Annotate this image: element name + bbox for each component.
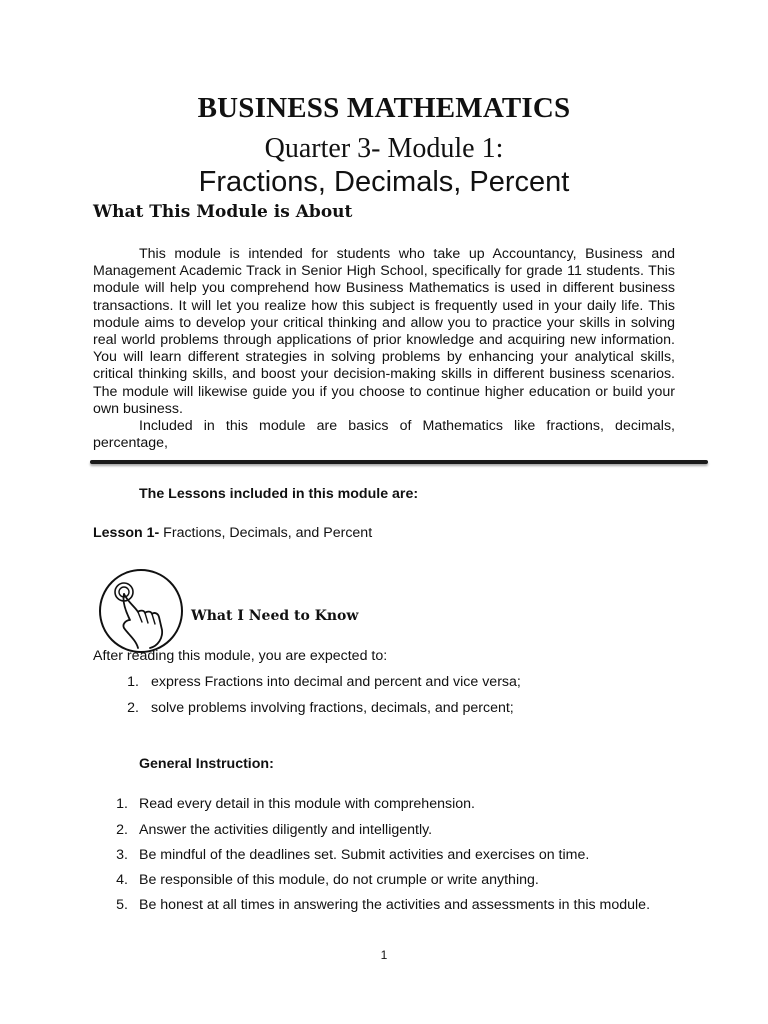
about-heading: What This Module is About — [93, 202, 353, 222]
lessons-heading: The Lessons included in this module are: — [139, 486, 419, 502]
tap-hand-icon — [98, 568, 184, 654]
about-body — [93, 246, 675, 452]
list-item-number: 2. — [116, 822, 128, 838]
need-to-know-heading: What I Need to Know — [191, 608, 359, 624]
list-item-text: express Fractions into decimal and percent and vice versa; — [151, 674, 521, 690]
subject-title: BUSINESS MATHEMATICS — [197, 92, 571, 124]
list-item-text: Be mindful of the deadlines set. Submit activities and exercises on time. — [139, 847, 590, 863]
list-item-text: Be responsible of this module, do not crumple or write anything. — [139, 872, 539, 888]
topic-title: Fractions, Decimals, Percent — [198, 166, 570, 198]
lesson-1-title: Fractions, Decimals, and Percent — [159, 525, 373, 541]
page-number: 1 — [380, 948, 388, 962]
list-item-number: 5. — [116, 897, 128, 913]
list-item-text: Be honest at all times in answering the activities and assessments in this module. — [139, 897, 651, 913]
need-to-know-intro: After reading this module, you are expected to: — [93, 648, 388, 664]
list-item-text: solve problems involving fractions, decimals, and percent; — [151, 700, 514, 716]
about-paragraph-1: This module is intended for students who take up Accountancy, Business and Management Academic Track in Senior High School, specifically for grade 11 students. This module will help you comprehend how Business Mathematics is used in different business transactions. It will let you realize how this subject is frequently used in your daily life. This module aims to develop your critical thinking and allow you to practice your skills in solving real world problems through applications of prior knowledge and acquiring new information. You will learn different strategies in solving problems by enhancing your analytical skills, critical thinking skills, and boost your decision-making skills in different business scenarios. The module will likewise guide you if you choose to continue higher education or build your own business. — [93, 246, 675, 417]
module-title: Quarter 3- Module 1: — [264, 133, 504, 164]
list-item-text: Answer the activities diligently and intelligently. — [139, 822, 433, 838]
section-divider — [90, 460, 708, 464]
list-item-number: 2. — [127, 700, 139, 716]
list-item-number: 4. — [116, 872, 128, 888]
lesson-1-label: Lesson 1- — [93, 525, 160, 541]
list-item-number: 1. — [116, 796, 128, 812]
list-item-number: 1. — [127, 674, 139, 690]
list-item-number: 3. — [116, 847, 128, 863]
general-instruction-heading: General Instruction: — [139, 756, 274, 772]
list-item-text: Read every detail in this module with comprehension. — [139, 796, 475, 812]
about-paragraph-2: Included in this module are basics of Mathematics like fractions, decimals, percentage, — [93, 418, 675, 452]
lesson-1-line — [93, 525, 372, 541]
